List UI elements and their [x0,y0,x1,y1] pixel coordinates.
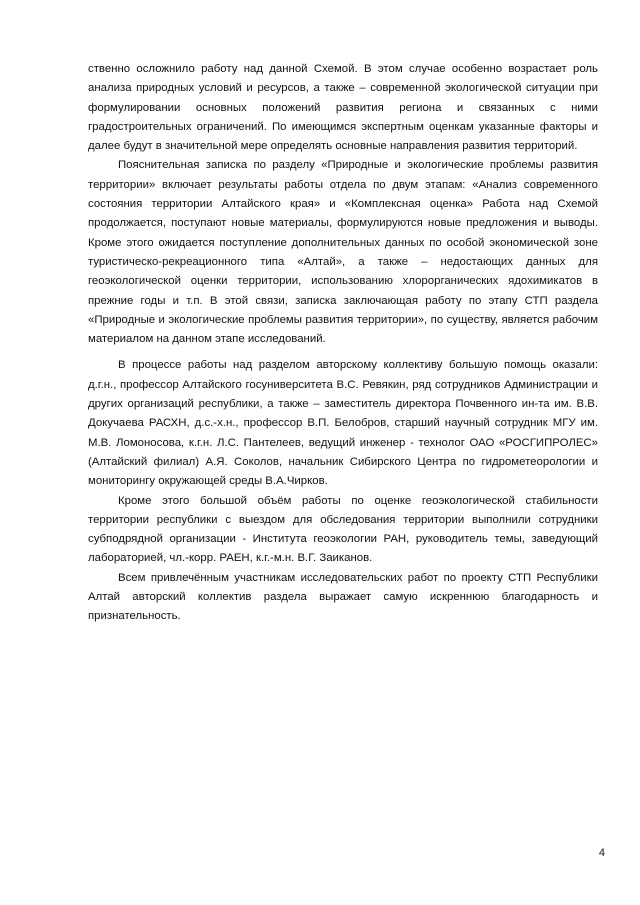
paragraph-continuation: ственно осложнило работу над данной Схемой. В этом случае особенно возрастает роль анализа природных условий и ресурсов, а также – современной экологической ситуации при формулировании основных положений развития региона и связанных с ними градостроительных ограничений. По имеющимся экспертным оценкам указанные факторы и далее будут в значительной мере определять основные направления развития территорий. [88,63,598,153]
paragraph-subcontractor: Кроме этого большой объём работы по оценке геоэкологической стабильности территории республики с выездом для обследования территории выполнили сотрудники субподрядной организации - Института геоэкологии РАН, руководитель темы, заведующий лабораторией, чл.-корр. РАЕН, к.г.-м.н. В.Г. Заиканов. [88,494,598,565]
paragraph-explanatory-note: Пояснительная записка по разделу «Природные и экологические проблемы развития территории» включает результаты работы отдела по двум этапам: «Анализ современного состояния территории Алтайского края» и «Комплексная оценка» Работа над Схемой продолжается, поступают новые материалы, формулируются новые предложения и выводы. Кроме этого ожидается поступление дополнительных данных по особой экономической зоне туристическо-рекреационного типа «Алтай», а также – недостающих данных для геоэкологической оценки территории, использованию хлорорганических ядохимикатов в прежние годы и т.п. В этой связи, записка заключающая работу по этапу СТП раздела «Природные и экологические проблемы развития территории», по существу, является рабочим материалом на данном этапе исследований. [88,159,598,346]
page-number: 4 [598,847,605,859]
paragraph-acknowledgements: В процессе работы над разделом авторскому коллективу большую помощь оказали: д.г.н., профессор Алтайского госуниверситета В.С. Ревякин, ряд сотрудников Администрации и других организаций республики, а также – заместитель директора Почвенного ин-та им. В.В. Докучаева РАСХН, д.с.-х.н., профессор В.П. Белобров, старший научный сотрудник МГУ им. М.В. Ломоносова, к.г.н. Л.С. Пантелеев, ведущий инженер - технолог ОАО «РОСГИПРОЛЕС» (Алтайский филиал) А.Я. Соколов, начальник Сибирского Центра по гидрометеорологии и мониторингу окружающей среды В.А.Чирков. [88,359,598,488]
paragraph-gratitude: Всем привлечённым участникам исследовательских работ по проекту СТП Республики Алтай авторский коллектив раздела выражает самую искреннюю благодарность и признательность. [88,571,598,623]
document-body [88,60,598,627]
